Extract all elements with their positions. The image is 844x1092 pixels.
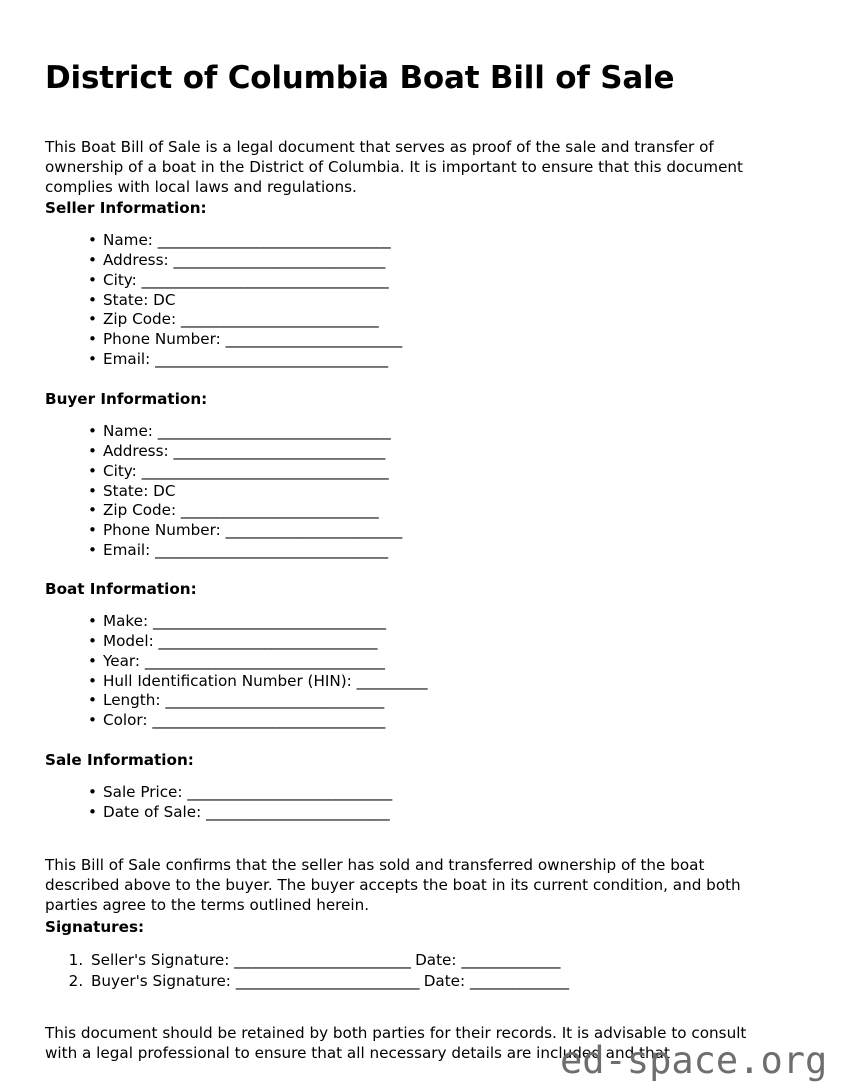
field-blank[interactable]: _______________________________: [165, 691, 384, 710]
field-label: Year:: [103, 651, 145, 670]
date-label: Date:: [418, 971, 470, 990]
field-label: Zip Code:: [103, 501, 181, 520]
field-label: Hull Identification Number (HIN):: [103, 671, 357, 690]
field-label: Date of Sale:: [103, 802, 207, 821]
sale-section-heading: Sale Information:: [45, 751, 194, 769]
field-blank[interactable]: __________________________________: [144, 651, 385, 670]
signature-label: Seller's Signature:: [91, 951, 235, 969]
field-blank[interactable]: _________________________: [225, 521, 402, 540]
field-label: Length:: [103, 691, 166, 710]
field-label: Model:: [103, 631, 159, 650]
list-item: [88, 501, 402, 521]
field-blank[interactable]: _________________________________: [155, 350, 388, 369]
list-item: [88, 541, 402, 561]
sale-field-list: [45, 783, 392, 823]
signature-list: [45, 950, 569, 991]
list-item: [88, 971, 569, 992]
signature-blank[interactable]: _________________________: [234, 951, 411, 969]
intro-paragraph: This Boat Bill of Sale is a legal document that serves as proof of the sale and transfer of ownership of a boat in the District of Columbia. It is important to ensure that this document complies with local laws and regulations.: [45, 138, 743, 197]
field-label: Email:: [103, 541, 156, 560]
field-label: Name:: [103, 422, 158, 440]
list-item: [88, 231, 402, 251]
list-item: [88, 422, 402, 442]
list-item: [88, 803, 392, 823]
field-blank[interactable]: _________________________________: [152, 711, 385, 730]
signature-label: Buyer's Signature:: [91, 971, 236, 990]
field-blank[interactable]: ____________________________: [180, 310, 379, 329]
field-label: Color:: [103, 711, 153, 730]
field-label: Make:: [103, 612, 153, 630]
field-label: City:: [103, 270, 142, 289]
seller-section-heading: Seller Information:: [45, 199, 207, 217]
field-blank[interactable]: ______________________________: [173, 441, 385, 460]
field-blank[interactable]: _________________________________: [157, 231, 391, 249]
field-label: Email:: [103, 350, 156, 369]
field-label: Phone Number:: [103, 521, 226, 540]
field-label: State: DC: [103, 481, 176, 500]
page-title: District of Columbia Boat Bill of Sale: [45, 60, 675, 96]
list-item: [88, 672, 427, 692]
field-blank[interactable]: __________________________: [206, 802, 390, 821]
field-blank[interactable]: _________________________: [225, 330, 402, 349]
field-label: State: DC: [103, 290, 176, 309]
field-blank[interactable]: ___________________________________: [141, 270, 389, 289]
list-item: [88, 251, 402, 271]
field-blank[interactable]: _________________________________: [157, 422, 391, 440]
date-blank[interactable]: ______________: [469, 971, 569, 990]
field-label: Address:: [103, 441, 174, 460]
list-item: [88, 350, 402, 370]
field-blank[interactable]: ____________________________: [180, 501, 379, 520]
date-label: Date:: [410, 951, 462, 969]
list-item: [88, 271, 402, 291]
boat-field-list: [45, 612, 427, 731]
boat-section-heading: Boat Information:: [45, 580, 197, 598]
list-item: [88, 612, 427, 632]
list-item: [88, 521, 402, 541]
list-item: [88, 291, 402, 311]
seller-field-list: [45, 231, 402, 370]
list-item: [88, 330, 402, 350]
list-item: [88, 950, 569, 971]
field-blank[interactable]: _______________________________: [158, 631, 377, 650]
field-label: Name:: [103, 231, 158, 249]
signatures-section-heading: Signatures:: [45, 918, 145, 936]
list-item: [88, 632, 427, 652]
list-item: [88, 462, 402, 482]
signature-blank[interactable]: __________________________: [235, 971, 419, 990]
site-watermark: ed-space.org: [560, 1039, 828, 1082]
list-item: [88, 310, 402, 330]
confirmation-paragraph: This Bill of Sale confirms that the seller has sold and transferred ownership of the boat described above to the buyer. The buyer accepts the boat in its current condition, and both parties agree to the terms outlined herein.: [45, 856, 741, 915]
field-blank[interactable]: _________________________________: [152, 612, 386, 630]
field-label: Sale Price:: [103, 783, 188, 801]
list-item: [88, 691, 427, 711]
field-blank[interactable]: _________________________________: [155, 541, 388, 560]
field-label: Address:: [103, 250, 174, 269]
list-item: [88, 482, 402, 502]
field-blank[interactable]: _____________________________: [187, 783, 392, 801]
list-item: [88, 783, 392, 803]
list-item: [88, 442, 402, 462]
field-blank[interactable]: ___________________________________: [141, 461, 389, 480]
buyer-section-heading: Buyer Information:: [45, 390, 208, 408]
field-label: City:: [103, 461, 142, 480]
field-blank[interactable]: __________: [356, 671, 428, 690]
buyer-field-list: [45, 422, 402, 561]
date-blank[interactable]: ______________: [461, 951, 560, 969]
list-item: [88, 652, 427, 672]
field-blank[interactable]: ______________________________: [173, 250, 385, 269]
field-label: Phone Number:: [103, 330, 226, 349]
field-label: Zip Code:: [103, 310, 181, 329]
retention-paragraph: This document should be retained by both parties for their records. It is advisable to consult with a legal professional to ensure that all necessary details are included and that: [45, 1024, 747, 1063]
list-item: [88, 711, 427, 731]
